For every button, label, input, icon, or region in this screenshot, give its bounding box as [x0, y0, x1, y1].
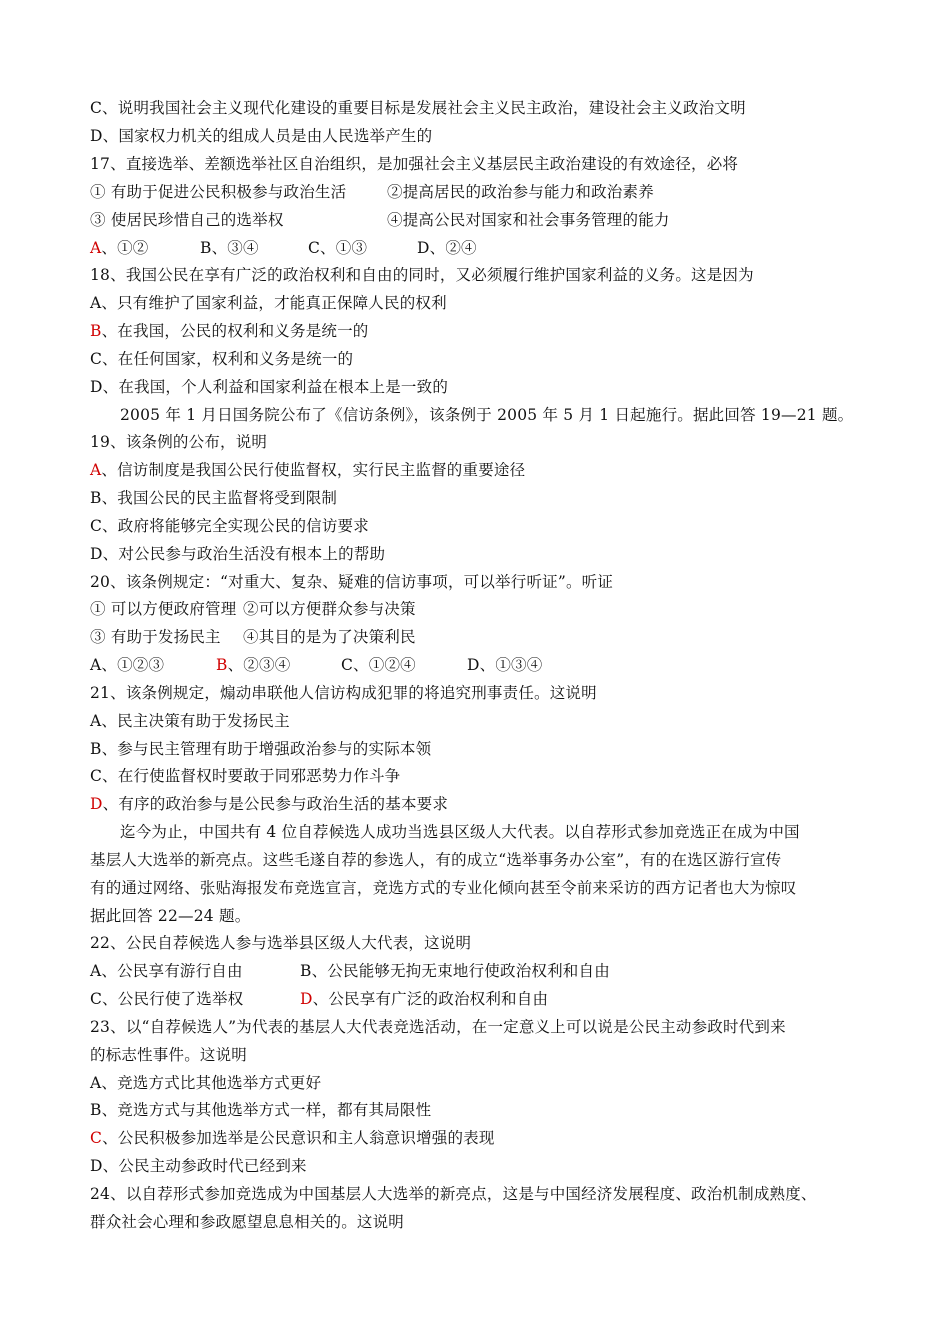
question-17: 17、直接选举、差额选举社区自治组织，是加强社会主义基层民主政治建设的有效途径，必将	[90, 155, 739, 173]
passage-22-24-line3: 有的通过网络、张贴海报发布竞选宣言，竞选方式的专业化倾向甚至令前来采访的西方记者也大为惊叹	[90, 879, 797, 897]
passage-22-24-line4: 据此回答 22—24 题。	[90, 907, 251, 925]
option-23a: A、竞选方式比其他选举方式更好	[90, 1074, 322, 1092]
statement-20-3: ③ 有助于发扬民主	[90, 628, 221, 646]
question-24-line1: 24、以自荐形式参加竞选成为中国基层人大选举的新亮点，这是与中国经济发展程度、政治机制成熟度、	[90, 1185, 817, 1203]
option-18a: A、只有维护了国家利益，才能真正保障人民的权利	[90, 294, 447, 312]
option-21b: B、参与民主管理有助于增强政治参与的实际本领	[90, 740, 432, 758]
question-21: 21、该条例规定，煽动串联他人信访构成犯罪的将追究刑事责任。这说明	[90, 684, 597, 702]
option-23d: D、公民主动参政时代已经到来	[90, 1157, 307, 1175]
question-23-line1: 23、以“自荐候选人”为代表的基层人大代表竞选活动，在一定意义上可以说是公民主动参政时代到来	[90, 1018, 786, 1036]
answer-marker: D	[300, 990, 313, 1008]
answer-marker: B	[90, 322, 102, 340]
option-21a: A、民主决策有助于发扬民主	[90, 712, 290, 730]
answer-marker: D	[90, 795, 103, 813]
choice-20d: D、①③④	[467, 656, 543, 674]
question-20: 20、该条例规定：“对重大、复杂、疑难的信访事项，可以举行听证”。听证	[90, 573, 614, 591]
option-19b: B、我国公民的民主监督将受到限制	[90, 489, 338, 507]
option-22c: C、公民行使了选举权	[90, 990, 244, 1008]
option-18b: B、在我国，公民的权利和义务是统一的	[90, 322, 369, 340]
statement-17-2: ②提高居民的政治参与能力和政治素养	[387, 183, 654, 201]
option-18c: C、在任何国家，权利和义务是统一的	[90, 350, 354, 368]
choice-20a: A、①②③	[90, 656, 165, 674]
answer-marker: B	[216, 656, 228, 674]
question-19: 19、该条例的公布，说明	[90, 433, 268, 451]
choice-17d: D、②④	[417, 239, 477, 257]
statement-17-3: ③ 使居民珍惜自己的选举权	[90, 211, 284, 229]
option-16c: C、说明我国社会主义现代化建设的重要目标是发展社会主义民主政治，建设社会主义政治文明	[90, 99, 746, 117]
choice-20c: C、①②④	[341, 656, 416, 674]
statement-17-4: ④提高公民对国家和社会事务管理的能力	[387, 211, 670, 229]
option-19a: A、信访制度是我国公民行使监督权，实行民主监督的重要途径	[90, 461, 526, 479]
option-16d: D、国家权力机关的组成人员是由人民选举产生的	[90, 127, 433, 145]
option-22a: A、公民享有游行自由	[90, 962, 243, 980]
statement-20-4: ④其目的是为了决策利民	[243, 628, 416, 646]
option-19d: D、对公民参与政治生活没有根本上的帮助	[90, 545, 386, 563]
answer-marker: C	[90, 1129, 103, 1147]
choice-17b: B、③④	[200, 239, 259, 257]
option-22d: D、公民享有广泛的政治权利和自由	[300, 990, 549, 1008]
answer-marker: A	[90, 461, 102, 479]
question-24-line2: 群众社会心理和参政愿望息息相关的。这说明	[90, 1213, 405, 1231]
choice-17a: A、①②	[90, 239, 149, 257]
passage-19-21: 2005 年 1 月日国务院公布了《信访条例》，该条例于 2005 年 5 月 1 日起施行。据此回答 19—21 题。	[120, 406, 854, 424]
statement-20-2: ②可以方便群众参与决策	[243, 600, 416, 618]
question-22: 22、公民自荐候选人参与选举县区级人大代表，这说明	[90, 934, 472, 952]
option-19c: C、政府将能够完全实现公民的信访要求	[90, 517, 369, 535]
statement-17-1: ① 有助于促进公民积极参与政治生活	[90, 183, 347, 201]
statement-20-1: ① 可以方便政府管理	[90, 600, 237, 618]
option-23b: B、竞选方式与其他选举方式一样，都有其局限性	[90, 1101, 432, 1119]
option-18d: D、在我国，个人利益和国家利益在根本上是一致的	[90, 378, 449, 396]
question-18: 18、我国公民在享有广泛的政治权利和自由的同时，又必须履行维护国家利益的义务。这是因为	[90, 266, 754, 284]
option-21d: D、有序的政治参与是公民参与政治生活的基本要求	[90, 795, 449, 813]
option-21c: C、在行使监督权时要敢于同邪恶势力作斗争	[90, 767, 401, 785]
option-22b: B、公民能够无拘无束地行使政治权利和自由	[300, 962, 610, 980]
answer-marker: A	[90, 239, 102, 257]
passage-22-24-line1: 迄今为止，中国共有 4 位自荐候选人成功当选县区级人大代表。以自荐形式参加竞选正在成为中国	[120, 823, 800, 841]
choice-17c: C、①③	[308, 239, 368, 257]
choice-20b: B、②③④	[216, 656, 291, 674]
passage-22-24-line2: 基层人大选举的新亮点。这些毛遂自荐的参选人，有的成立“选举事务办公室”，有的在选区游行宣传	[90, 851, 782, 869]
question-23-line2: 的标志性事件。这说明	[90, 1046, 248, 1064]
option-23c: C、公民积极参加选举是公民意识和主人翁意识增强的表现	[90, 1129, 495, 1147]
